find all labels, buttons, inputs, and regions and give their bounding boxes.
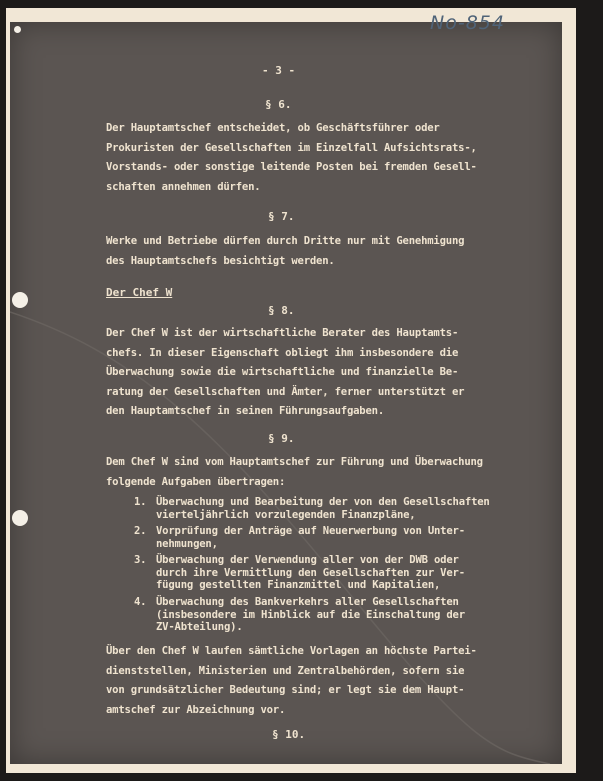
text-line: den Hauptamtschef in seinen Führungsaufgaben. — [106, 405, 385, 417]
section-9-intro — [106, 453, 483, 492]
text-line: chefs. In dieser Eigenschaft obliegt ihm insbesondere die — [106, 346, 459, 359]
text-line: Überwachung des Bankverkehrs aller Gesellschaften — [156, 596, 459, 608]
text-line: Überwachung und Bearbeitung der von den Gesellschaften — [156, 496, 490, 508]
text-line: Über den Chef W laufen sämtliche Vorlagen an höchste Partei- — [106, 645, 477, 657]
page-number: - 3 - — [262, 64, 296, 77]
task-list — [134, 496, 554, 656]
subheading-chef-w: Der Chef W — [106, 286, 173, 299]
text-line: dienststellen, Ministerien und Zentralbehörden, sofern sie — [106, 664, 465, 677]
item-number: 4. — [134, 596, 147, 608]
text-line: fügung gestellten Finanzmittel und Kapitalien, — [156, 579, 441, 591]
text-line: (insbesondere im Hinblick auf die Einschaltung der — [156, 608, 465, 621]
item-number: 1. — [134, 496, 147, 508]
text-line: Überwachung sowie die wirtschaftliche und finanzielle Be- — [106, 366, 459, 378]
text-line: nehmungen, — [156, 537, 218, 550]
text-line: des Hauptamtschefs besichtigt werden. — [106, 254, 335, 267]
text-line: ratung der Gesellschaften und Ämter, ferner unterstützt er — [106, 385, 465, 398]
section-10-heading: § 10. — [272, 728, 306, 741]
text-line: amtschef zur Abzeichnung vor. — [106, 703, 286, 716]
punch-hole — [12, 510, 28, 526]
item-number: 2. — [134, 525, 147, 537]
text-line: von grundsätzlicher Bedeutung sind; er legt sie dem Haupt- — [106, 684, 465, 696]
text-line: Prokuristen der Gesellschaften im Einzelfall Aufsichtsrats-, — [106, 141, 477, 154]
text-line: Der Chef W ist der wirtschaftliche Berater des Hauptamts- — [106, 327, 459, 339]
section-6-heading: § 6. — [265, 98, 292, 111]
text-line: durch ihre Vermittlung den Gesellschaften zur Ver- — [156, 566, 465, 579]
section-7-heading: § 7. — [268, 210, 295, 223]
text-line: ZV-Abteilung). — [156, 621, 243, 633]
section-8-heading: § 8. — [268, 304, 295, 317]
section-9-heading: § 9. — [268, 432, 295, 445]
section-8-text — [106, 324, 464, 422]
text-line: Dem Chef W sind vom Hauptamtschef zur Führung und Überwachung — [106, 456, 483, 468]
text-line: Vorprüfung der Anträge auf Neuerwerbung von Unter- — [156, 525, 465, 537]
text-line: vierteljährlich vorzulegenden Finanzpläne, — [156, 508, 416, 521]
staple-hole — [14, 26, 21, 33]
section-6-text — [106, 119, 477, 197]
text-line: Vorstands- oder sonstige leitende Posten bei fremden Gesell- — [106, 161, 477, 173]
text-line: schaften annehmen dürfen. — [106, 180, 261, 193]
document-number: No-854 — [430, 12, 505, 34]
text-line: folgende Aufgaben übertragen: — [106, 475, 286, 488]
text-line: Der Hauptamtschef entscheidet, ob Geschäftsführer oder — [106, 122, 440, 134]
document-page — [10, 22, 562, 764]
section-7-text — [106, 232, 464, 271]
punch-hole — [12, 292, 28, 308]
text-line: Überwachung der Verwendung aller von der DWB oder — [156, 554, 459, 566]
item-number: 3. — [134, 554, 147, 566]
text-line: Werke und Betriebe dürfen durch Dritte nur mit Genehmigung — [106, 235, 465, 247]
section-9-closing — [106, 642, 477, 720]
